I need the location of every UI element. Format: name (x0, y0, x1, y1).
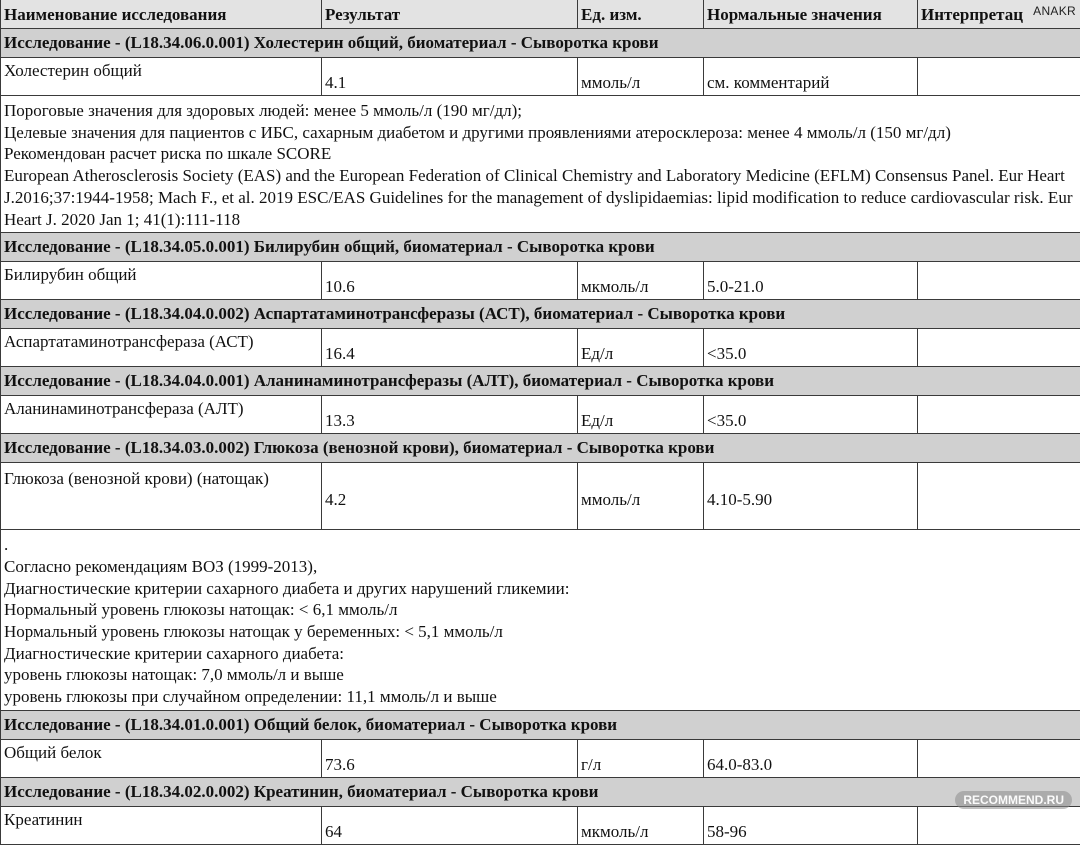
comment-line: уровень глюкозы при случайном определении: 11,1 ммоль/л и выше (4, 686, 1077, 708)
section-header-row (1, 710, 1080, 739)
comment-line: Рекомендован расчет риска по шкале SCORE (4, 143, 1077, 165)
section-header-row (1, 233, 1080, 262)
section-header-row (1, 777, 1080, 806)
test-result: 4.2 (322, 463, 578, 530)
section-title: Исследование - (L18.34.02.0.002) Креатинин, биоматериал - Сыворотка крови (1, 777, 1080, 806)
test-name: Аспартатаминотрансфераза (АСТ) (1, 329, 322, 367)
test-interpretation (918, 739, 1080, 777)
test-unit: мкмоль/л (578, 262, 704, 300)
comment-line: уровень глюкозы натощак: 7,0 ммоль/л и выше (4, 664, 1077, 686)
test-unit: Ед/л (578, 329, 704, 367)
comment-line: . (4, 534, 1077, 556)
column-header-result: Результат (322, 0, 578, 29)
test-unit: ммоль/л (578, 58, 704, 96)
comment-line: Нормальный уровень глюкозы натощак у беременных: < 5,1 ммоль/л (4, 621, 1077, 643)
test-unit: мкмоль/л (578, 806, 704, 844)
comment-line: Нормальный уровень глюкозы натощак: < 6,1 ммоль/л (4, 599, 1077, 621)
table-header-row (1, 0, 1080, 29)
comment-line: Согласно рекомендациям ВОЗ (1999-2013), (4, 556, 1077, 578)
test-norm: см. комментарий (704, 58, 918, 96)
test-interpretation (918, 329, 1080, 367)
comment-cell (1, 96, 1080, 233)
test-result: 16.4 (322, 329, 578, 367)
section-title: Исследование - (L18.34.06.0.001) Холестерин общий, биоматериал - Сыворотка крови (1, 29, 1080, 58)
test-name: Креатинин (1, 806, 322, 844)
column-header-unit: Ед. изм. (578, 0, 704, 29)
test-norm: 4.10-5.90 (704, 463, 918, 530)
watermark-logo: RECOMMEND.RU (955, 791, 1072, 809)
comment-line: Диагностические критерии сахарного диабета: (4, 643, 1077, 665)
test-row (1, 58, 1080, 96)
comment-cell (1, 530, 1080, 711)
test-interpretation (918, 806, 1080, 844)
test-interpretation (918, 463, 1080, 530)
section-header-row (1, 367, 1080, 396)
test-result: 73.6 (322, 739, 578, 777)
section-title: Исследование - (L18.34.04.0.002) Аспартатаминотрансферазы (АСТ), биоматериал - Сыворотка крови (1, 300, 1080, 329)
test-norm: 58-96 (704, 806, 918, 844)
test-norm: <35.0 (704, 329, 918, 367)
test-result: 64 (322, 806, 578, 844)
test-interpretation (918, 58, 1080, 96)
section-header-row (1, 29, 1080, 58)
section-header-row (1, 434, 1080, 463)
comment-row (1, 530, 1080, 711)
section-title: Исследование - (L18.34.04.0.001) Аланинаминотрансферазы (АЛТ), биоматериал - Сыворотка крови (1, 367, 1080, 396)
column-header-name: Наименование исследования (1, 0, 322, 29)
comment-line: Диагностические критерии сахарного диабета и других нарушений гликемии: (4, 578, 1077, 600)
test-result: 10.6 (322, 262, 578, 300)
test-unit: Ед/л (578, 396, 704, 434)
test-name: Холестерин общий (1, 58, 322, 96)
comment-line: European Atherosclerosis Society (EAS) and the European Federation of Clinical Chemistry and Laboratory Medicine (EFLM) Consensus Panel. Eur Heart J.2016;37:1944-1958; Mach F., et al. 2019 ESC/EAS Guidelines for the management of dyslipidaemias: lipid modification to reduce cardiovascular risk. Eur Heart J. 2020 Jan 1; 41(1):111-118 (4, 165, 1077, 230)
section-header-row (1, 300, 1080, 329)
test-norm: 5.0-21.0 (704, 262, 918, 300)
section-title: Исследование - (L18.34.05.0.001) Билирубин общий, биоматериал - Сыворотка крови (1, 233, 1080, 262)
test-norm: <35.0 (704, 396, 918, 434)
test-name: Аланинаминотрансфераза (АЛТ) (1, 396, 322, 434)
test-name: Билирубин общий (1, 262, 322, 300)
test-interpretation (918, 396, 1080, 434)
test-row (1, 463, 1080, 530)
test-row (1, 806, 1080, 844)
test-interpretation (918, 262, 1080, 300)
column-header-norm: Нормальные значения (704, 0, 918, 29)
test-result: 4.1 (322, 58, 578, 96)
test-row (1, 262, 1080, 300)
section-title: Исследование - (L18.34.03.0.002) Глюкоза (венозной крови), биоматериал - Сыворотка крови (1, 434, 1080, 463)
test-norm: 64.0-83.0 (704, 739, 918, 777)
test-result: 13.3 (322, 396, 578, 434)
test-name: Общий белок (1, 739, 322, 777)
comment-line: Целевые значения для пациентов с ИБС, сахарным диабетом и другими проявлениями атеросклероза: менее 4 ммоль/л (150 мг/дл) (4, 122, 1077, 144)
test-unit: г/л (578, 739, 704, 777)
test-name: Глюкоза (венозной крови) (натощак) (1, 463, 322, 530)
watermark-username: ANAKR (1033, 4, 1076, 18)
column-header-interpretation: Интерпретац (918, 0, 1080, 29)
test-unit: ммоль/л (578, 463, 704, 530)
test-row (1, 396, 1080, 434)
comment-line: Пороговые значения для здоровых людей: менее 5 ммоль/л (190 мг/дл); (4, 100, 1077, 122)
test-row (1, 329, 1080, 367)
test-row (1, 739, 1080, 777)
comment-row (1, 96, 1080, 233)
section-title: Исследование - (L18.34.01.0.001) Общий белок, биоматериал - Сыворотка крови (1, 710, 1080, 739)
